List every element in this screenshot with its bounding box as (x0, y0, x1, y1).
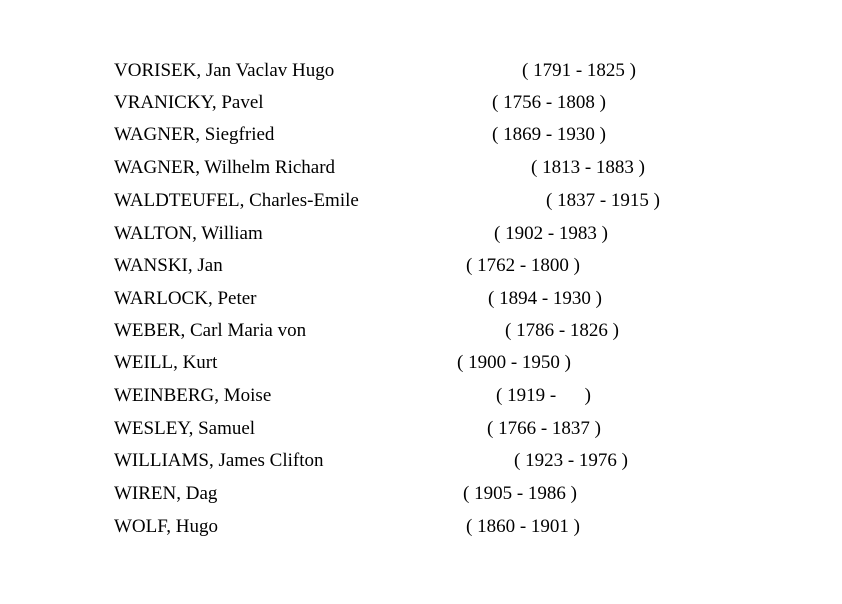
composer-name: WALTON, William (114, 223, 263, 244)
composer-name: WAGNER, Wilhelm Richard (114, 157, 336, 178)
composer-entry (0, 157, 842, 189)
composer-dates: ( 1791 - 1825 ) (522, 60, 636, 81)
composer-entry (0, 255, 842, 287)
composer-name: WEBER, Carl Maria von (114, 320, 307, 341)
composer-entry (0, 288, 842, 320)
composer-dates: ( 1837 - 1915 ) (546, 190, 660, 211)
composer-name: WOLF, Hugo (114, 516, 219, 537)
composer-dates: ( 1756 - 1808 ) (492, 92, 606, 113)
composer-name: WEILL, Kurt (114, 352, 218, 373)
composer-entry (0, 92, 842, 124)
composer-name: WILLIAMS, James Clifton (114, 450, 324, 471)
composer-entry (0, 483, 842, 515)
composer-entry (0, 60, 842, 92)
composer-dates: ( 1813 - 1883 ) (531, 157, 645, 178)
composer-entry (0, 320, 842, 352)
composer-entry (0, 516, 842, 548)
composer-entry (0, 352, 842, 384)
composer-dates: ( 1869 - 1930 ) (492, 124, 606, 145)
composer-dates: ( 1902 - 1983 ) (494, 223, 608, 244)
composer-dates: ( 1766 - 1837 ) (487, 418, 601, 439)
composer-dates: ( 1860 - 1901 ) (466, 516, 580, 537)
composer-name: WESLEY, Samuel (114, 418, 256, 439)
composer-entry (0, 450, 842, 482)
composer-entry (0, 190, 842, 222)
composer-name: VRANICKY, Pavel (114, 92, 264, 113)
composer-entry (0, 223, 842, 255)
composer-dates: ( 1786 - 1826 ) (505, 320, 619, 341)
composer-entry (0, 124, 842, 156)
composer-name: WAGNER, Siegfried (114, 124, 275, 145)
composer-name: WIREN, Dag (114, 483, 218, 504)
composer-dates: ( 1905 - 1986 ) (463, 483, 577, 504)
composer-dates: ( 1894 - 1930 ) (488, 288, 602, 309)
composer-dates: ( 1919 - ) (496, 385, 591, 406)
composer-dates: ( 1762 - 1800 ) (466, 255, 580, 276)
composer-dates: ( 1923 - 1976 ) (514, 450, 628, 471)
composer-name: WARLOCK, Peter (114, 288, 257, 309)
composer-name: WEINBERG, Moise (114, 385, 272, 406)
composer-name: VORISEK, Jan Vaclav Hugo (114, 60, 335, 81)
composer-name: WANSKI, Jan (114, 255, 223, 276)
composer-name: WALDTEUFEL, Charles-Emile (114, 190, 359, 211)
composer-entry (0, 418, 842, 450)
composer-entry (0, 385, 842, 417)
composer-dates: ( 1900 - 1950 ) (457, 352, 571, 373)
